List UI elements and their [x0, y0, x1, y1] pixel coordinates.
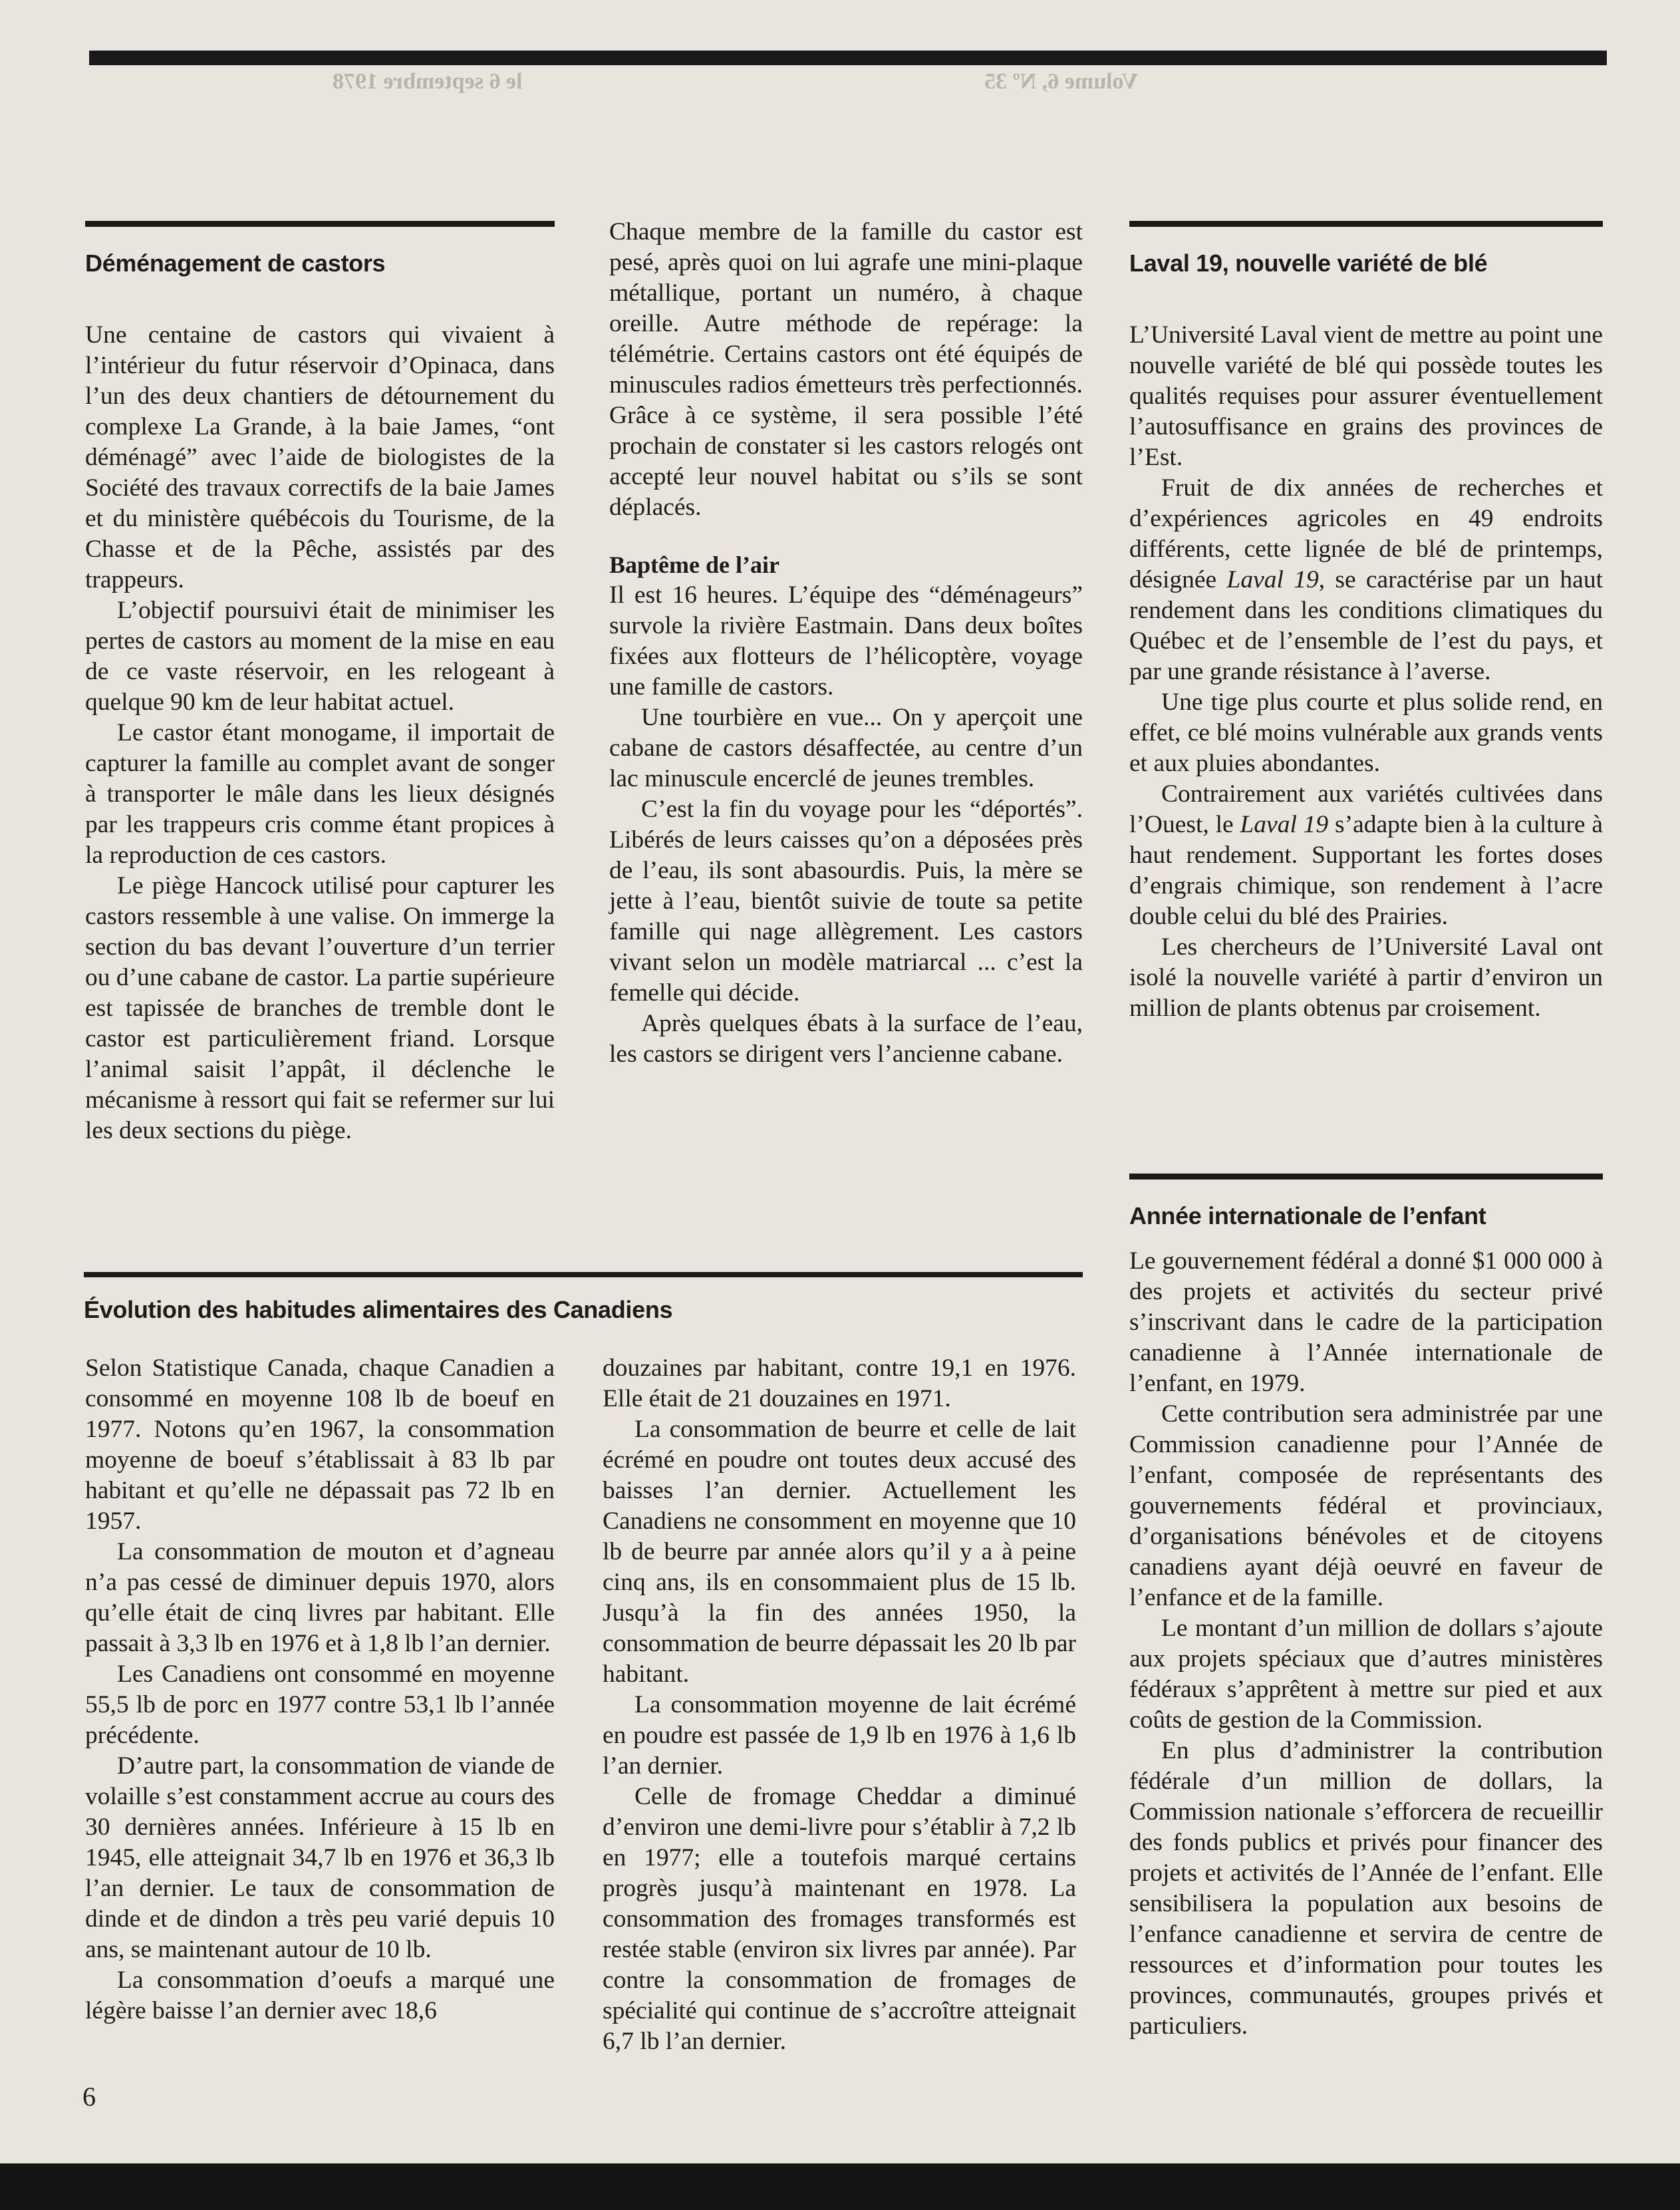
- article-laval: [1129, 221, 1603, 1024]
- page-bottom-edge: [0, 2163, 1680, 2210]
- bleed-through-header-left: Volume 6, Nº 35: [984, 69, 1138, 94]
- article-title-castors: Déménagement de castors: [85, 249, 386, 277]
- paragraph: La consommation moyenne de lait écrémé en poudre est passée de 1,9 lb en 1976 à 1,6 lb l’an dernier.: [603, 1691, 1076, 1780]
- article-title-laval: Laval 19, nouvelle variété de blé: [1129, 249, 1488, 277]
- paragraph: Le montant d’un million de dollars s’ajoute aux projets spéciaux que d’autres ministères fédéraux s’apprêtent à mettre sur pied et aux coûts de gestion de la Commission.: [1129, 1615, 1603, 1734]
- subheading-bapteme: Baptême de l’air: [609, 552, 779, 578]
- paragraph: [1129, 473, 1603, 687]
- variety-name: Laval 19: [1240, 811, 1329, 838]
- section-rule: [1129, 1174, 1603, 1180]
- article-title-alimentation: Évolution des habitudes alimentaires des Canadiens: [84, 1296, 673, 1323]
- paragraph: [1129, 779, 1603, 932]
- section-rule: [84, 1272, 1083, 1277]
- article-castors-col1: [85, 221, 555, 1146]
- paragraph: Celle de fromage Cheddar a diminué d’environ une demi-livre pour s’établir à 7,2 lb en 1977; elle a toutefois marqué certains progrès jusqu’à maintenant en 1978. La consommation des fromages transformés est restée stable (environ six livres par année). Par contre la consommation de fromages de spécialité qui continue de s’accroître atteignait 6,7 lb l’an dernier.: [603, 1783, 1076, 2055]
- paragraph: Une tige plus courte et plus solide rend, en effet, ce blé moins vulnérable aux grands vents et aux pluies abondantes.: [1129, 689, 1603, 777]
- paragraph: Après quelques ébats à la surface de l’eau, les castors se dirigent vers l’ancienne cabane.: [609, 1010, 1083, 1068]
- paragraph: douzaines par habitant, contre 19,1 en 1976. Elle était de 21 douzaines en 1971.: [603, 1354, 1076, 1412]
- paragraph: Le gouvernement fédéral a donné $1 000 000 à des projets et activités du secteur privé s’inscrivant dans le cadre de la participation canadienne à l’Année internationale de l’enfant, en 1979.: [1129, 1247, 1603, 1397]
- text-run: s’adapte bien à la culture à haut rendement. Supportant les fortes doses d’engrais chimique, son rendement à l’acre double celui du blé des Prairies.: [1129, 811, 1603, 930]
- paragraph: La consommation de beurre et celle de lait écrémé en poudre ont toutes deux accusé des baisses l’an dernier. Actuellement les Canadiens ne consomment en moyenne que 10 lb de beurre par année alors qu’il y a à peine cinq ans, ils en consommaient plus de 15 lb. Jusqu’à la fin des années 1950, la consommation de beurre dépassait les 20 lb par habitant.: [603, 1416, 1076, 1688]
- text-run: Contrairement aux variétés cultivées dans l’Ouest, le: [1129, 780, 1603, 838]
- paragraph: L’objectif poursuivi était de minimiser les pertes de castors au moment de la mise en eau de ce vaste réservoir, en les relogeant à quelque 90 km de leur habitat actuel.: [85, 597, 555, 716]
- paragraph: En plus d’administrer la contribution fédérale d’un million de dollars, la Commission nationale s’efforcera de recueillir des fonds publics et privés pour financer des projets et activités de l’Année de l’enfant. Elle sensibilisera la population aux besoins de l’enfance canadienne et servira de centre de ressources et d’information pour toutes les provinces, communautés, groupes privés et particuliers.: [1129, 1737, 1603, 2040]
- paragraph: La consommation de mouton et d’agneau n’a pas cessé de diminuer depuis 1970, alors qu’elle était de cinq livres par habitant. Elle passait à 3,3 lb en 1976 et à 1,8 lb l’an dernier.: [85, 1538, 555, 1657]
- paragraph: Une centaine de castors qui vivaient à l’intérieur du futur réservoir d’Opinaca, dans l’un des deux chantiers de détournement du complexe La Grande, à la baie James, “ont déménagé” avec l’aide de biologistes de la Société des travaux correctifs de la baie James et du ministère québécois du Tourisme, de la Chasse et de la Pêche, assistés par des trappeurs.: [85, 321, 555, 593]
- paragraph: Les chercheurs de l’Université Laval ont isolé la nouvelle variété à partir d’environ un million de plants obtenus par croisement.: [1129, 933, 1603, 1022]
- paragraph: D’autre part, la consommation de viande de volaille s’est constamment accrue au cours des 30 dernières années. Inférieure à 15 lb en 1945, elle atteignait 34,7 lb en 1976 et 36,3 lb l’an dernier. Le taux de consommation de dinde et de dindon a très peu varié depuis 10 ans, se maintenant autour de 10 lb.: [85, 1752, 555, 1963]
- variety-name: Laval 19: [1226, 566, 1319, 593]
- article-enfant: [1129, 1174, 1603, 2042]
- article-alimentation-col2: [603, 1353, 1076, 2057]
- paragraph: Le piège Hancock utilisé pour capturer les castors ressemble à une valise. On immerge la section du bas devant l’ouverture d’un terrier ou d’une cabane de castor. La partie supérieure est tapissée de branches de tremble dont le castor est particulièrement friand. Lorsque l’animal saisit l’appât, il déclenche le mécanisme à ressort qui fait se refermer sur lui les deux sections du piège.: [85, 872, 555, 1144]
- paragraph: Il est 16 heures. L’équipe des “déménageurs” survole la rivière Eastmain. Dans deux boîtes fixées aux flotteurs de l’hélicoptère, voyage une famille de castors.: [609, 581, 1083, 701]
- paragraph: Le castor étant monogame, il importait de capturer la famille au complet avant de songer à transporter le mâle dans les lieux désignés par les trappeurs cris comme étant propices à la reproduction de ces castors.: [85, 719, 555, 869]
- paragraph: La consommation d’oeufs a marqué une légère baisse l’an dernier avec 18,6: [85, 1967, 555, 2024]
- paragraph: Les Canadiens ont consommé en moyenne 55,5 lb de porc en 1977 contre 53,1 lb l’année précédente.: [85, 1660, 555, 1749]
- text-run: , se caractérise par un haut rendement dans les conditions climatiques du Québec et de l’ensemble de l’est du pays, et par une grande résistance à l’averse.: [1129, 566, 1603, 685]
- section-rule: [85, 221, 555, 227]
- article-alimentation-header: [84, 1272, 1083, 1325]
- article-castors-col2: [609, 217, 1083, 1070]
- paragraph: L’Université Laval vient de mettre au point une nouvelle variété de blé qui possède toutes les qualités requises pour assurer éventuellement l’autosuffisance en grains des provinces de l’Est.: [1129, 321, 1603, 471]
- section-rule: [1129, 221, 1603, 227]
- paragraph: Chaque membre de la famille du castor est pesé, après quoi on lui agrafe une mini-plaque métallique, portant un numéro, à chaque oreille. Autre méthode de repérage: la télémétrie. Certains castors ont été équipés de minuscules radios émetteurs très perfectionnés. Grâce à ce système, il sera possible l’été prochain de constater si les castors relogés ont accepté leur nouvel habitat ou s’ils se sont déplacés.: [609, 218, 1083, 521]
- paragraph: C’est la fin du voyage pour les “déportés”. Libérés de leurs caisses qu’on a déposées près de l’eau, ils sont abasourdis. Puis, la mère se jette à l’eau, bientôt suivie de toute sa petite famille qui nage allègrement. Les castors vivant selon un modèle matriarcal ... c’est la femelle qui décide.: [609, 796, 1083, 1007]
- paragraph: Cette contribution sera administrée par une Commission canadienne pour l’Année de l’enfant, composée de représentants des gouvernements fédéral et provinciaux, d’organisations bénévoles et de citoyens canadiens ayant déjà oeuvré en faveur de l’enfance et de la famille.: [1129, 1400, 1603, 1611]
- top-rule: [89, 51, 1607, 65]
- bleed-through-header-right: le 6 septembre 1978: [333, 69, 523, 94]
- article-alimentation-col1: [85, 1353, 555, 2026]
- paragraph: Une tourbière en vue... On y aperçoit une cabane de castors désaffectée, au centre d’un lac minuscule encerclé de jeunes trembles.: [609, 704, 1083, 792]
- paragraph: Selon Statistique Canada, chaque Canadien a consommé en moyenne 108 lb de boeuf en 1977. Notons qu’en 1967, la consommation moyenne de boeuf s’établissait à 83 lb par habitant et qu’elle ne dépassait pas 72 lb en 1957.: [85, 1354, 555, 1535]
- article-title-enfant: Année internationale de l’enfant: [1129, 1202, 1486, 1229]
- page-number: 6: [82, 2082, 96, 2112]
- text-run: Fruit de dix années de recherches et d’expériences agricoles en 49 endroits différents, cette lignée de blé de printemps, désignée: [1129, 474, 1603, 593]
